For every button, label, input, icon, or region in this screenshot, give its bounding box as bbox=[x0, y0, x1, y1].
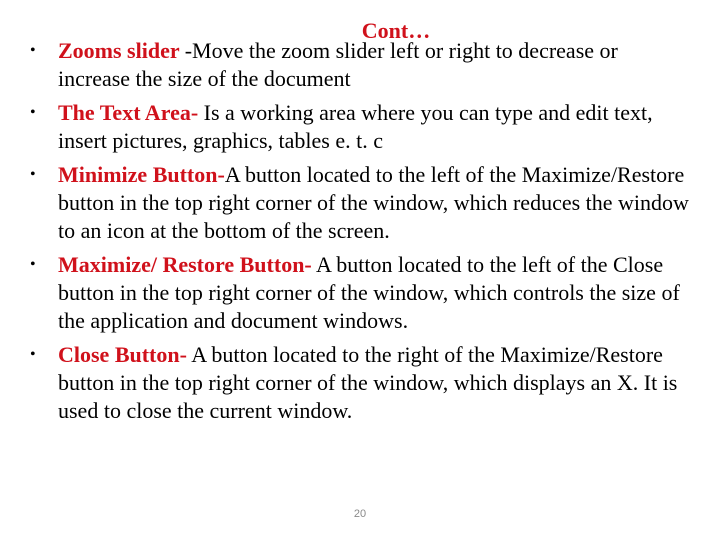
bullet-term: Close Button- bbox=[58, 342, 187, 367]
bullet-text: A button located to the left of the Close button in the top right corner of the window, which controls the size of the application and document windows. bbox=[58, 252, 680, 333]
bullet-item bbox=[30, 341, 695, 425]
bullet-icon: • bbox=[30, 346, 36, 363]
page-number: 20 bbox=[353, 508, 367, 520]
bullet-text: A button located to the left of the Maximize/Restore button in the top right corner of the window, which reduces the window to an icon at the bottom of the screen. bbox=[58, 162, 689, 243]
bullet-item bbox=[30, 251, 695, 335]
bullet-term: Zooms slider bbox=[58, 38, 185, 63]
bullet-icon: • bbox=[30, 42, 36, 59]
bullet-term: Maximize/ Restore Button- bbox=[58, 252, 312, 277]
bullet-term: The Text Area- bbox=[58, 100, 199, 125]
bullet-item bbox=[30, 161, 695, 245]
bullet-icon: • bbox=[30, 104, 36, 121]
bullet-text: Is a working area where you can type and edit text, insert pictures, graphics, tables e. t. c bbox=[58, 100, 653, 153]
bullet-icon: • bbox=[30, 166, 36, 183]
bullet-item bbox=[30, 99, 695, 155]
bullet-icon: • bbox=[30, 256, 36, 273]
bullet-list bbox=[30, 37, 695, 431]
bullet-text: -Move the zoom slider left or right to decrease or increase the size of the document bbox=[58, 38, 618, 91]
bullet-text: A button located to the right of the Maximize/Restore button in the top right corner of the window, which displays an X. It is used to close the current window. bbox=[58, 342, 678, 423]
bullet-item bbox=[30, 37, 695, 93]
slide-title: Cont… bbox=[361, 18, 431, 43]
bullet-term: Minimize Button- bbox=[58, 162, 225, 187]
